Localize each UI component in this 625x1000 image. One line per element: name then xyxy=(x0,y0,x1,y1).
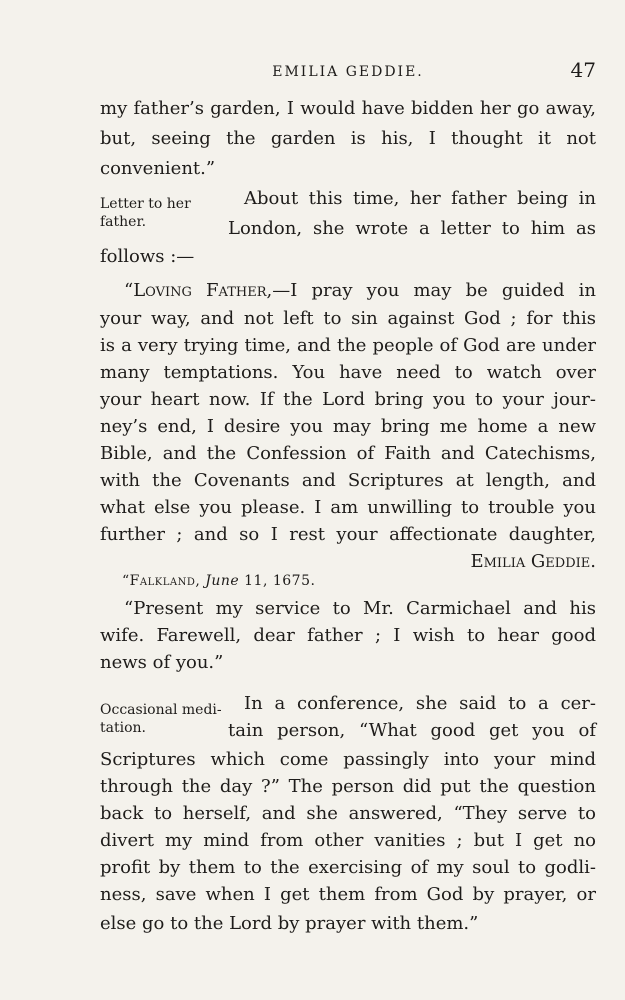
salutation: Loving Father, xyxy=(133,280,273,301)
letter-opening-line xyxy=(100,279,596,303)
text-line: wife. Farewell, dear father ; I wish to hear good xyxy=(100,625,596,646)
text-line: back to herself, and she answered, “They serve to xyxy=(100,803,596,824)
text-line: tain person, “What good get you of xyxy=(228,720,596,741)
text-line: many temptations. You have need to watch over xyxy=(100,362,596,383)
text-line: Bible, and the Confession of Faith and Catechisms, xyxy=(100,443,596,464)
margin-note-letter xyxy=(100,195,230,231)
dateline-place: “Falkland, xyxy=(122,573,201,589)
text-line: convenient.” xyxy=(100,158,216,179)
text-line: divert my mind from other vanities ; but I get no xyxy=(100,830,596,851)
text-line: news of you.” xyxy=(100,652,224,673)
dateline xyxy=(122,573,315,589)
text-line: ness, save when I get them from God by prayer, or xyxy=(100,884,596,905)
margin-note-meditation xyxy=(100,701,230,737)
margin-note-line: tation. xyxy=(100,720,146,736)
text-line: your heart now. If the Lord bring you to your jour- xyxy=(100,389,596,410)
text-line: what else you please. I am unwilling to trouble you xyxy=(100,497,596,518)
text-line: About this time, her father being in xyxy=(244,188,596,209)
running-head: EMILIA GEDDIE. xyxy=(272,64,424,80)
text-line: In a conference, she said to a cer- xyxy=(244,693,596,714)
text-line: follows :— xyxy=(100,246,195,267)
text-line: but, seeing the garden is his, I thought it not xyxy=(100,128,596,149)
dateline-month: June xyxy=(205,573,240,589)
text-line: ney’s end, I desire you may bring me home a new xyxy=(100,416,596,437)
letter-text: —I pray you may be guided in xyxy=(272,280,596,301)
text-line: my father’s garden, I would have bidden her go away, xyxy=(100,98,596,119)
margin-note-line: father. xyxy=(100,214,147,230)
dateline-rest: 11, 1675. xyxy=(244,573,316,589)
opening-quote: “ xyxy=(124,280,134,301)
text-line: is a very trying time, and the people of God are under xyxy=(100,335,596,356)
page-header xyxy=(100,58,596,86)
margin-note-line: Occasional medi- xyxy=(100,702,222,718)
text-line: else go to the Lord by prayer with them.” xyxy=(100,913,479,934)
text-line: your way, and not left to sin against God ; for this xyxy=(100,308,596,329)
text-line: with the Covenants and Scriptures at length, and xyxy=(100,470,596,491)
text-line: through the day ?” The person did put the question xyxy=(100,776,596,797)
text-line: further ; and so I rest your affectionate daughter, xyxy=(100,524,596,545)
text-line: profit by them to the exercising of my soul to godli- xyxy=(100,857,596,878)
page-number: 47 xyxy=(570,58,596,82)
text-line: “Present my service to Mr. Carmichael and his xyxy=(124,598,596,619)
margin-note-line: Letter to her xyxy=(100,196,191,212)
text-line: London, she wrote a letter to him as xyxy=(228,218,596,239)
signature: Emilia Geddie. xyxy=(470,551,596,572)
text-line: Scriptures which come passingly into your mind xyxy=(100,749,596,770)
